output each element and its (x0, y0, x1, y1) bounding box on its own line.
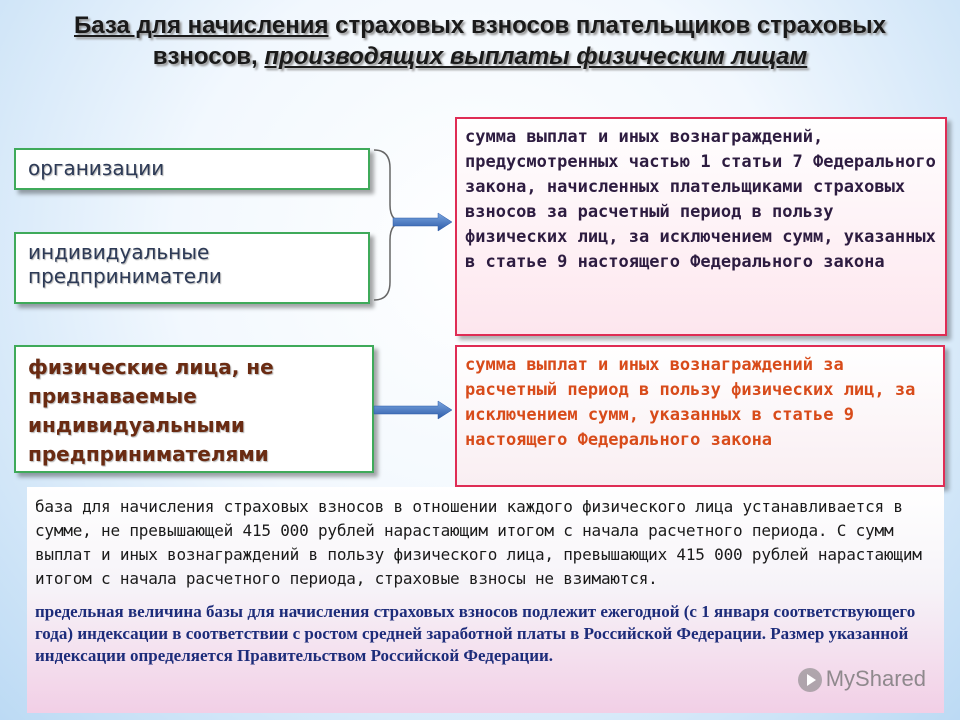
title-underlined-part: База для начисления (74, 12, 329, 39)
payer-individuals-label: физические лица, не признаваемые индивидуальными предпринимателями (28, 355, 274, 466)
title-italic-part: производящих выплаты физическим лицам (264, 43, 808, 70)
watermark (798, 666, 926, 692)
indexation-note-text: предельная величина базы для начисления страховых взносов подлежит ежегодной (с 1 января соответствующего года) индексации в соответствии с ростом средней заработной платы в Российской Федерации. Размер указанной индексации определяется Правительством Российской Федерации. (35, 602, 916, 665)
limit-note-text: база для начисления страховых взносов в отношении каждого физического лица устанавливается в сумме, не превышающей 415 000 рублей нарастающим итогом с начала расчетного периода. С сумм выплат и иных вознаграждений в пользу физического лица, превышающих 415 000 рублей нарастающим итогом с начала расчетного периода, страховые взносы не взимаются. (35, 497, 922, 588)
watermark-text: MyShared (825, 665, 926, 691)
payer-organizations-label: организации (28, 156, 165, 180)
base-description-1-text: сумма выплат и иных вознаграждений, предусмотренных частью 1 статьи 7 Федерального закона, начисленных плательщиками страховых взносов за расчетный период в пользу физических лиц, за исключением сумм, указанных в статье 9 настоящего Федерального закона (465, 127, 936, 272)
base-description-2 (455, 345, 945, 487)
base-description-1 (455, 117, 947, 336)
title-middle-part: страховых взносов плательщиков страховых взносов, (152, 12, 886, 70)
play-logo-icon (798, 668, 822, 692)
base-description-2-text: сумма выплат и иных вознаграждений за расчетный период в пользу физических лиц, за исключением сумм, указанных в статье 9 настоящего Федерального закона (465, 355, 916, 450)
arrow-icon (374, 401, 452, 419)
arrow-icon (393, 213, 452, 231)
payer-entrepreneurs-label: индивидуальные предприниматели (28, 240, 222, 288)
